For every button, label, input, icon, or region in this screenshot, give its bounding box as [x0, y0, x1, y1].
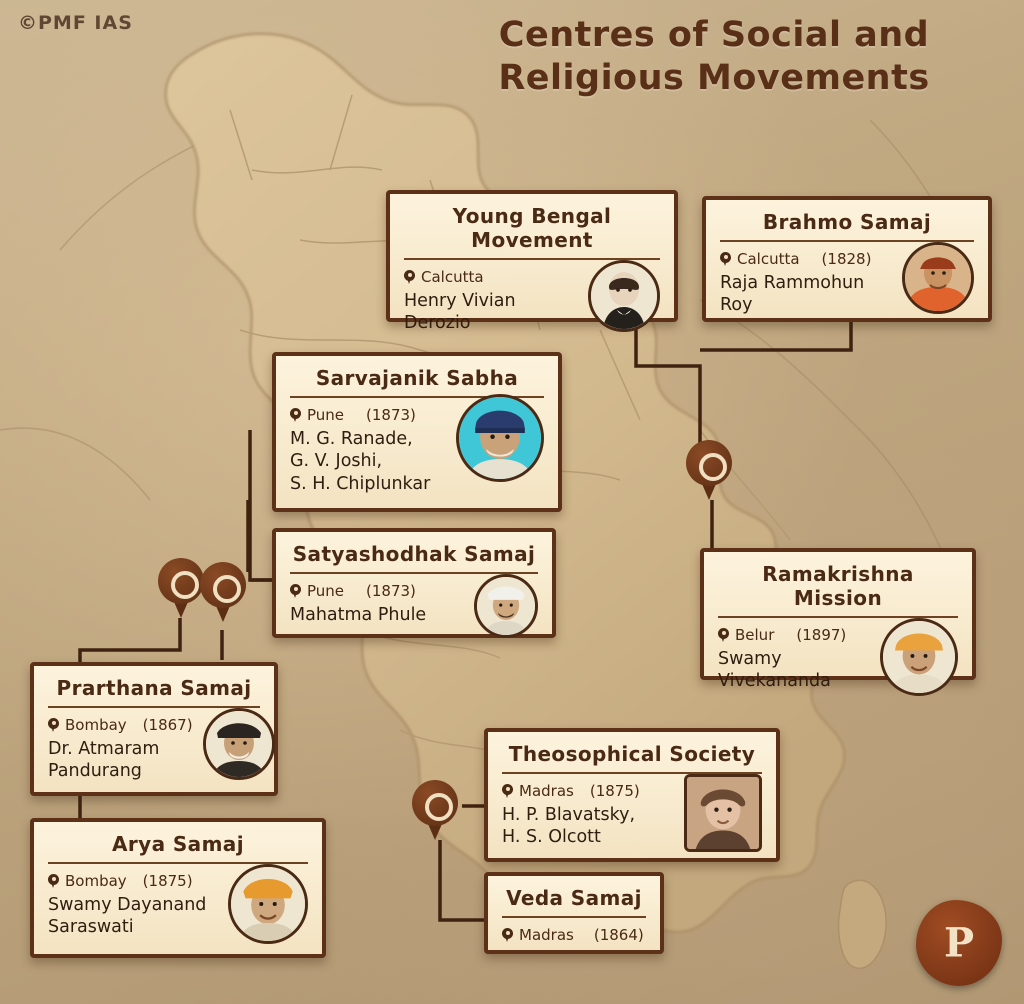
page-title-line1: Centres of Social and — [498, 15, 930, 55]
card-arya-samaj[interactable] — [30, 818, 326, 958]
card-people — [48, 738, 193, 783]
card-veda-samaj[interactable] — [484, 872, 664, 954]
page-title — [434, 14, 994, 99]
card-title: Theosophical Society — [502, 740, 762, 774]
card-meta — [48, 872, 218, 890]
card-meta — [404, 268, 578, 286]
map-marker-calcutta — [686, 440, 732, 502]
card-year: (1875) — [142, 872, 193, 890]
location-pin-icon — [720, 252, 731, 267]
card-person-line: Mahatma Phule — [290, 605, 427, 625]
card-meta — [48, 716, 193, 734]
location-pin-icon — [404, 270, 415, 285]
portrait-atmaram-pandurang — [203, 708, 275, 780]
card-meta — [290, 582, 464, 600]
card-person-line: G. V. Joshi, — [290, 451, 383, 472]
location-pin-icon — [718, 628, 729, 643]
card-place: Pune — [307, 582, 345, 600]
map-marker-madras — [412, 780, 458, 842]
card-person-line: S. H. Chiplunkar — [290, 473, 431, 494]
card-place: Calcutta — [421, 268, 484, 286]
card-satyashodhak-samaj[interactable] — [272, 528, 556, 638]
card-person-line: Saraswati — [48, 917, 134, 938]
location-pin-icon — [48, 874, 59, 889]
card-people — [48, 894, 218, 939]
card-people — [720, 272, 892, 317]
portrait-dayanand-saraswati — [228, 864, 308, 944]
card-person-line: Roy — [720, 295, 753, 316]
card-people — [718, 648, 870, 693]
card-place: Bombay — [65, 716, 127, 734]
seal-letter: P — [943, 919, 975, 967]
card-title: Veda Samaj — [502, 884, 646, 918]
page-title-line2: Religious Movements — [498, 57, 930, 98]
card-year: (1873) — [366, 406, 416, 424]
card-person-line: Henry Vivian — [404, 291, 516, 311]
card-place: Belur — [735, 626, 775, 644]
card-person-line: Raja Rammohun — [720, 273, 865, 293]
card-year: (1867) — [142, 716, 193, 734]
card-year: (1875) — [589, 782, 640, 800]
card-person-line: H. P. Blavatsky, — [502, 805, 636, 825]
card-people — [290, 428, 446, 495]
card-meta — [718, 626, 870, 644]
card-person-line: Vivekananda — [718, 671, 831, 692]
portrait-henry-vivian-derozio — [588, 260, 660, 332]
card-title: Ramakrishna Mission — [718, 560, 958, 618]
map-marker-bombay — [158, 558, 204, 620]
card-place: Madras — [519, 926, 574, 944]
card-young-bengal-movement[interactable] — [386, 190, 678, 334]
card-year: (1864) — [593, 926, 644, 944]
card-place: Pune — [307, 406, 345, 424]
card-theosophical-society[interactable] — [484, 728, 780, 862]
location-pin-icon — [502, 928, 513, 943]
card-title: Sarvajanik Sabha — [290, 364, 544, 398]
card-title: Prarthana Samaj — [48, 674, 260, 708]
card-year: (1828) — [821, 250, 872, 268]
card-place: Calcutta — [737, 250, 800, 268]
card-sarvajanik-sabha[interactable] — [272, 352, 562, 512]
card-title: Brahmo Samaj — [720, 208, 974, 242]
location-pin-icon — [502, 784, 513, 799]
brand-seal — [916, 900, 1002, 986]
portrait-mahatma-phule — [474, 574, 538, 638]
portrait-swami-vivekananda — [880, 618, 958, 696]
card-person-line: Derozio — [404, 313, 471, 334]
card-person-line: H. S. Olcott — [502, 827, 601, 848]
card-people — [290, 604, 464, 626]
location-pin-icon — [290, 408, 301, 423]
card-people — [502, 804, 674, 849]
card-title: Satyashodhak Samaj — [290, 540, 538, 574]
card-title: Young Bengal Movement — [404, 202, 660, 260]
watermark: ©PMF IAS — [18, 12, 133, 34]
card-ramakrishna-mission[interactable] — [700, 548, 976, 692]
location-pin-icon — [48, 718, 59, 733]
card-year: (1873) — [366, 582, 416, 600]
card-person-line: Pandurang — [48, 761, 142, 782]
card-meta — [502, 782, 674, 800]
card-year: (1897) — [796, 626, 847, 644]
map-marker-pune — [200, 562, 246, 624]
card-person-line: Swamy — [718, 649, 782, 669]
card-person-line: Dr. Atmaram — [48, 739, 160, 759]
card-place: Madras — [519, 782, 574, 800]
card-meta — [290, 406, 446, 424]
portrait-raja-rammohun-roy — [902, 242, 974, 314]
portrait-m-g-ranade — [456, 394, 544, 482]
location-pin-icon — [290, 584, 301, 599]
card-title: Arya Samaj — [48, 830, 308, 864]
card-prarthana-samaj[interactable] — [30, 662, 278, 796]
portrait-h-p-blavatsky — [684, 774, 762, 852]
card-meta — [720, 250, 892, 268]
card-brahmo-samaj[interactable] — [702, 196, 992, 322]
card-person-line: M. G. Ranade, — [290, 429, 413, 449]
card-place: Bombay — [65, 872, 127, 890]
card-people — [404, 290, 578, 335]
card-person-line: Swamy Dayanand — [48, 895, 207, 915]
card-meta — [502, 926, 646, 944]
